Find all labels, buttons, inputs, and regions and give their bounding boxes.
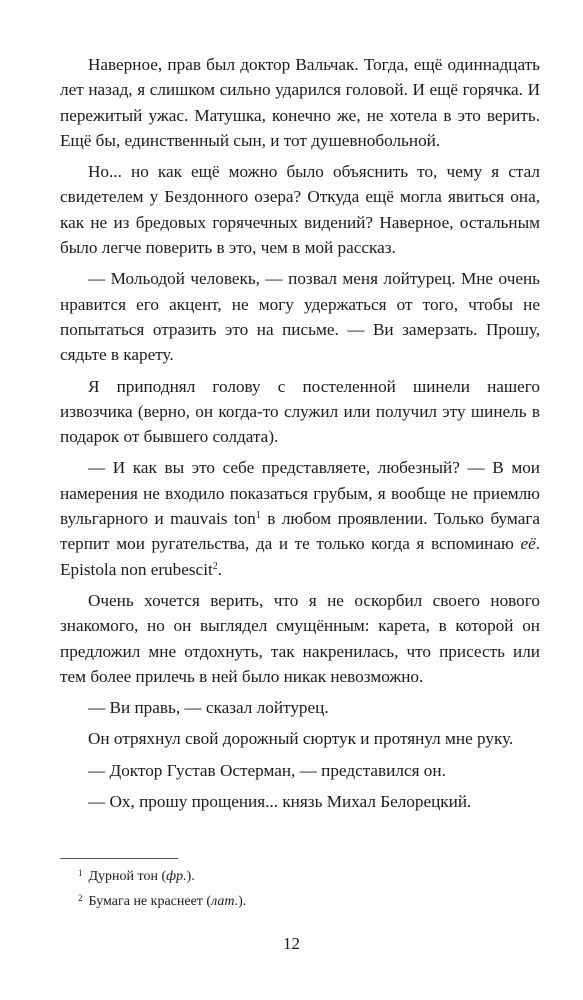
paragraph-5-part-c: . Epistola non erubescit <box>60 534 540 579</box>
footnotes <box>60 864 540 914</box>
paragraph-5-part-a: — И как вы это себе представляете, любезный? — В мои намерения не входило показаться грубым, я вообще не приемлю вульгарного и mauvais ton <box>60 458 540 529</box>
footnote-close: ). <box>186 869 195 884</box>
paragraph-10: — Ох, прошу прощения... князь Михал Белорецкий. <box>88 792 472 812</box>
footnote-number: 2 <box>78 893 83 903</box>
footnote-lang: лат. <box>211 894 239 909</box>
footnote-text: Бумага не краснеет ( <box>88 894 212 909</box>
paragraph-9: — Доктор Густав Остерман, — представился он. <box>88 760 446 780</box>
paragraph-6: Очень хочется верить, что я не оскорбил своего нового знакомого, но он выглядел смущённым: карета, в которой он предложил мне отдохнуть, так накренилась, что присесть или тем более прилечь в ней было никак невозможно. <box>60 590 540 686</box>
footnote-1 <box>60 864 540 889</box>
paragraph-8: Он отряхнул свой дорожный сюртук и протянул мне руку. <box>88 729 514 749</box>
paragraph-5 <box>60 455 540 581</box>
footnote-close: ). <box>238 894 247 909</box>
paragraph-4: Я приподнял голову с постеленной шинели нашего извозчика (верно, он когда-то служил или получил эту шинель в подарок от бывшего солдата). <box>60 376 540 447</box>
paragraph-5-part-d: . <box>217 559 223 579</box>
paragraph-5-emphasis: её <box>520 534 536 554</box>
page-number: 12 <box>283 934 300 953</box>
paragraph-5-part-b: в любом проявлении. Только бумага терпит мои ругательства, да и те только когда я вспоминаю <box>60 509 540 554</box>
paragraph-2: Но... но как ещё можно было объяснить то, чему я стал свидетелем у Бездонного озера? Откуда ещё могла явиться она, как не из бредовых горячечных видений? Наверное, остальным было легче поверить в это, чем в мой рассказ. <box>60 162 540 258</box>
footnote-lang: фр. <box>166 869 187 884</box>
paragraph-1: Наверное, прав был доктор Вальчак. Тогда, ещё одиннадцать лет назад, я слишком сильно ударился головой. И ещё горячка. И пережитый ужас. Матушка, конечно же, не хотела в это верить. Ещё бы, единственный сын, и тот душевнобольной. <box>60 55 540 150</box>
footnote-text: Дурной тон ( <box>88 869 167 884</box>
footnote-ref-1: 1 <box>255 510 261 522</box>
main-text <box>60 52 540 820</box>
paragraph-3: — Мольодой человекь, — позвал меня лойтурец. Мне очень нравится его акцент, не могу удержаться от того, чтобы не попытаться отразить это на письме. — Ви замерзать. Прошу, сядьте в карету. <box>60 269 540 365</box>
footnote-ref-2: 2 <box>212 560 218 572</box>
footnote-number: 1 <box>78 868 83 878</box>
footnote-divider <box>60 858 178 859</box>
paragraph-7: — Ви правь, — сказал лойтурец. <box>88 698 329 718</box>
footnote-2 <box>60 889 540 914</box>
